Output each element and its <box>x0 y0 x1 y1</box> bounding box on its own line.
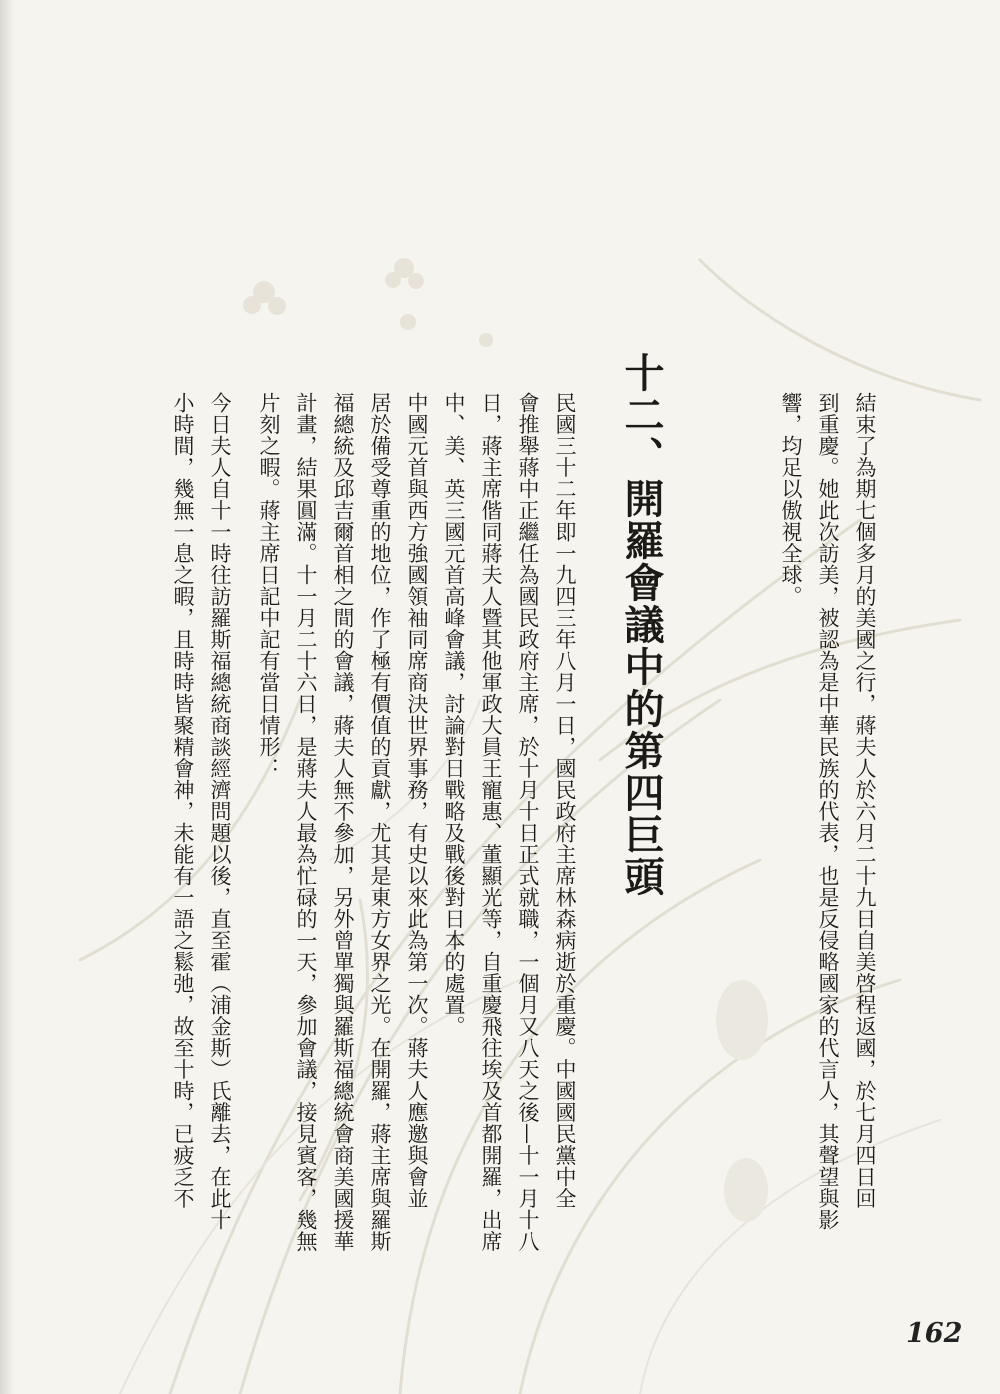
page-number: 162 <box>906 1318 963 1349</box>
paragraph-line: 到重慶。她此次訪美，被認為是中華民族的代表，也是反侵略國家的代言人，其聲望與影 <box>816 392 840 1231</box>
paragraph-line: 日，蔣主席偕同蔣夫人暨其他軍政大員王寵惠、董顯光等，自重慶飛往埃及首都開羅，出席 <box>479 392 503 1252</box>
paragraph-line: 片刻之暇。蔣主席日記中記有當日情形： <box>257 392 281 779</box>
paragraph-line: 響，均足以傲視全球。 <box>779 392 803 607</box>
paragraph-line: 福總統及邱吉爾首相之間的會議，蔣夫人無不參加，另外曾單獨與羅斯福總統會商美國援華 <box>331 392 355 1252</box>
paragraph-line: 計畫，結果圓滿。十一月二十六日，是蔣夫人最為忙碌的一天，參加會議，接見賓客，幾無 <box>294 392 318 1252</box>
paragraph-line: 居於備受尊重的地位，作了極有價值的貢獻，尤其是東方女界之光。在開羅，蔣主席與羅斯 <box>368 392 392 1252</box>
paragraph-line: 小時間，幾無一息之暇，且時時皆聚精會神，未能有一語之鬆弛，故至十時，已疲乏不 <box>171 392 195 1209</box>
paragraph-line: 中國元首與西方強國領袖同席商決世界事務，有史以來此為第一次。蔣夫人應邀與會並 <box>405 392 429 1209</box>
paragraph-line: 會推舉蔣中正繼任為國民政府主席，於十月十日正式就職，一個月又八天之後—十一月十八 <box>516 392 540 1252</box>
section-title: 十二、開羅會議中的第四巨頭 <box>618 352 665 898</box>
paragraph-line: 民國三十二年即一九四三年八月一日，國民政府主席林森病逝於重慶。中國國民黨中全 <box>553 392 577 1209</box>
paragraph-line: 今日夫人自十一時往訪羅斯福總統商談經濟問題以後，直至霍（浦金斯）氏離去，在此十 <box>208 392 232 1231</box>
paragraph-line: 中、美、英三國元首高峰會議，討論對日戰略及戰後對日本的處置。 <box>442 392 466 1037</box>
paragraph-line: 結束了為期七個多月的美國之行，蔣夫人於六月二十九日自美啓程返國，於七月四日回 <box>853 392 877 1209</box>
